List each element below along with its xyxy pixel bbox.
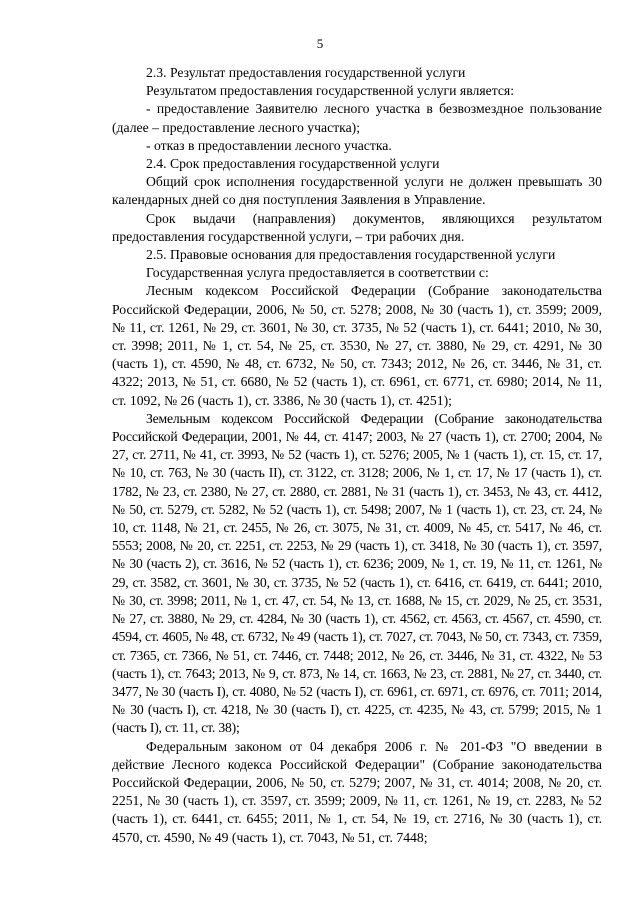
paragraph-forest-code: Лесным кодексом Российской Федерации (Собрание законодательства Российской Федерации, 2006, № 50, ст. 5278; 2008, № 30 (часть 1), ст. 3599; 2009, № 11, ст. 1261, № 29, ст. 3601, № 30, ст. 3735, № 52 (часть 1), ст. 6441; 2010, № 30, ст. 3998; 2011, № 1, ст. 54, № 25, ст. 3530, № 27, ст. 3880, № 29, ст. 4291, № 30 (часть 1), ст. 4590, № 48, ст. 6732, № 50, ст. 7343; 2012, № 26, ст. 3446, № 31, ст. 4322; 2013, № 51, ст. 6680, № 52 (часть 1), ст. 6961, ст. 6771, ст. 6980; 2014, № 11, ст. 1092, № 26 (часть 1), ст. 3386, № 30 (часть 1), ст. 4251);: [112, 283, 602, 408]
paragraph-result-intro: Результатом предоставления государственной услуги является:: [146, 83, 515, 99]
paragraph-land-code: Земельным кодексом Российской Федерации (Собрание законодательства Российской Федерации, 2001, № 44, ст. 4147; 2003, № 27 (часть 1), ст. 2700; 2004, № 27, ст. 2711, № 41, ст. 3993, № 52 (часть 1), ст. 5276; 2005, № 1 (часть 1), ст. 15, ст. 17, № 10, ст. 763, № 30 (часть II), ст. 3122, ст. 3128; 2006, № 1, ст. 17, № 17 (часть 1), ст. 1782, № 23, ст. 2380, № 27, ст. 2880, ст. 2881, № 31 (часть 1), ст. 3453, № 43, ст. 4412, № 50, ст. 5279, ст. 5282, № 52 (часть 1), ст. 5498; 2007, № 1 (часть 1), ст. 23, ст. 24, № 10, ст. 1148, № 21, ст. 2455, № 26, ст. 3075, № 31, ст. 4009, № 45, ст. 5417, № 46, ст. 5553; 2008, № 20, ст. 2251, ст. 2253, № 29 (часть 1), ст. 3418, № 30 (часть 1), ст. 3597, № 30 (часть 2), ст. 3616, № 52 (часть 1), ст. 6236; 2009, № 1, ст. 19, № 11, ст. 1261, № 29, ст. 3582, ст. 3601, № 30, ст. 3735, № 52 (часть 1), ст. 6416, ст. 6419, ст. 6441; 2010, № 30, ст. 3998; 2011, № 1, ст. 47, ст. 54, № 13, ст. 1688, № 15, ст. 2029, № 25, ст. 3531, № 27, ст. 3880, № 29, ст. 4284, № 30 (часть 1), ст. 4562, ст. 4563, ст. 4567, ст. 4590, ст. 4594, ст. 4605, № 48, ст. 6732, № 49 (часть 1), ст. 7027, ст. 7043, № 50, ст. 7343, ст. 7359, ст. 7365, ст. 7366, № 51, ст. 7446, ст. 7448; 2012, № 26, ст. 3446, № 31, ст. 4322, № 53 (часть 1), ст. 7643; 2013, № 9, ст. 873, № 14, ст. 1663, № 23, ст. 2881, № 27, ст. 3440, ст. 3477, № 30 (часть I), ст. 4080, № 52 (часть I), ст. 6961, ст. 6971, ст. 6976, ст. 7011; 2014, № 30 (часть I), ст. 4218, № 30 (часть I), ст. 4225, ст. 4235, № 43, ст. 5799; 2015, № 1 (часть I), ст. 11, ст. 38);: [112, 410, 602, 736]
section-heading-result: 2.3. Результат предоставления государственной услуги: [146, 65, 466, 80]
document-body: [112, 64, 602, 847]
section-heading-term: 2.4. Срок предоставления государственной услуги: [146, 156, 440, 172]
paragraph-federal-law-201: Федеральным законом от 04 декабря 2006 г. № 201-ФЗ "О введении в действие Лесного кодекса Российской Федерации" (Собрание законодательства Российской Федерации, 2006, № 50, ст. 5279; 2007, № 31, ст. 4014; 2008, № 20, ст. 2251, № 30 (часть 1), ст. 3597, ст. 3599; 2009, № 11, ст. 1261, № 19, ст. 2283, № 52 (часть 1), ст. 6441, ст. 6455; 2011, № 1, ст. 54, № 19, ст. 2716, № 30 (часть 1), ст. 4570, ст. 4590, № 49 (часть 1), ст. 7043, № 51, ст. 7448;: [112, 738, 602, 845]
section-heading-legal-basis: 2.5. Правовые основания для предоставления государственной услуги: [146, 247, 556, 263]
list-item-provision: - предоставление Заявителю лесного участка в безвозмездное пользование (далее – предоставление лесного участка);: [112, 101, 602, 135]
list-item-refusal: - отказ в предоставлении лесного участка.: [146, 137, 392, 153]
page-number: 5: [316, 36, 324, 51]
paragraph-issue-term: Срок выдачи (направления) документов, являющихся результатом предоставления государственной услуги, – три рабочих дня.: [112, 210, 602, 244]
paragraph-general-term: Общий срок исполнения государственной услуги не должен превышать 30 календарных дней со дня поступления Заявления в Управление.: [112, 174, 602, 208]
paragraph-legal-basis-intro: Государственная услуга предоставляется в соответствии с:: [146, 265, 489, 281]
